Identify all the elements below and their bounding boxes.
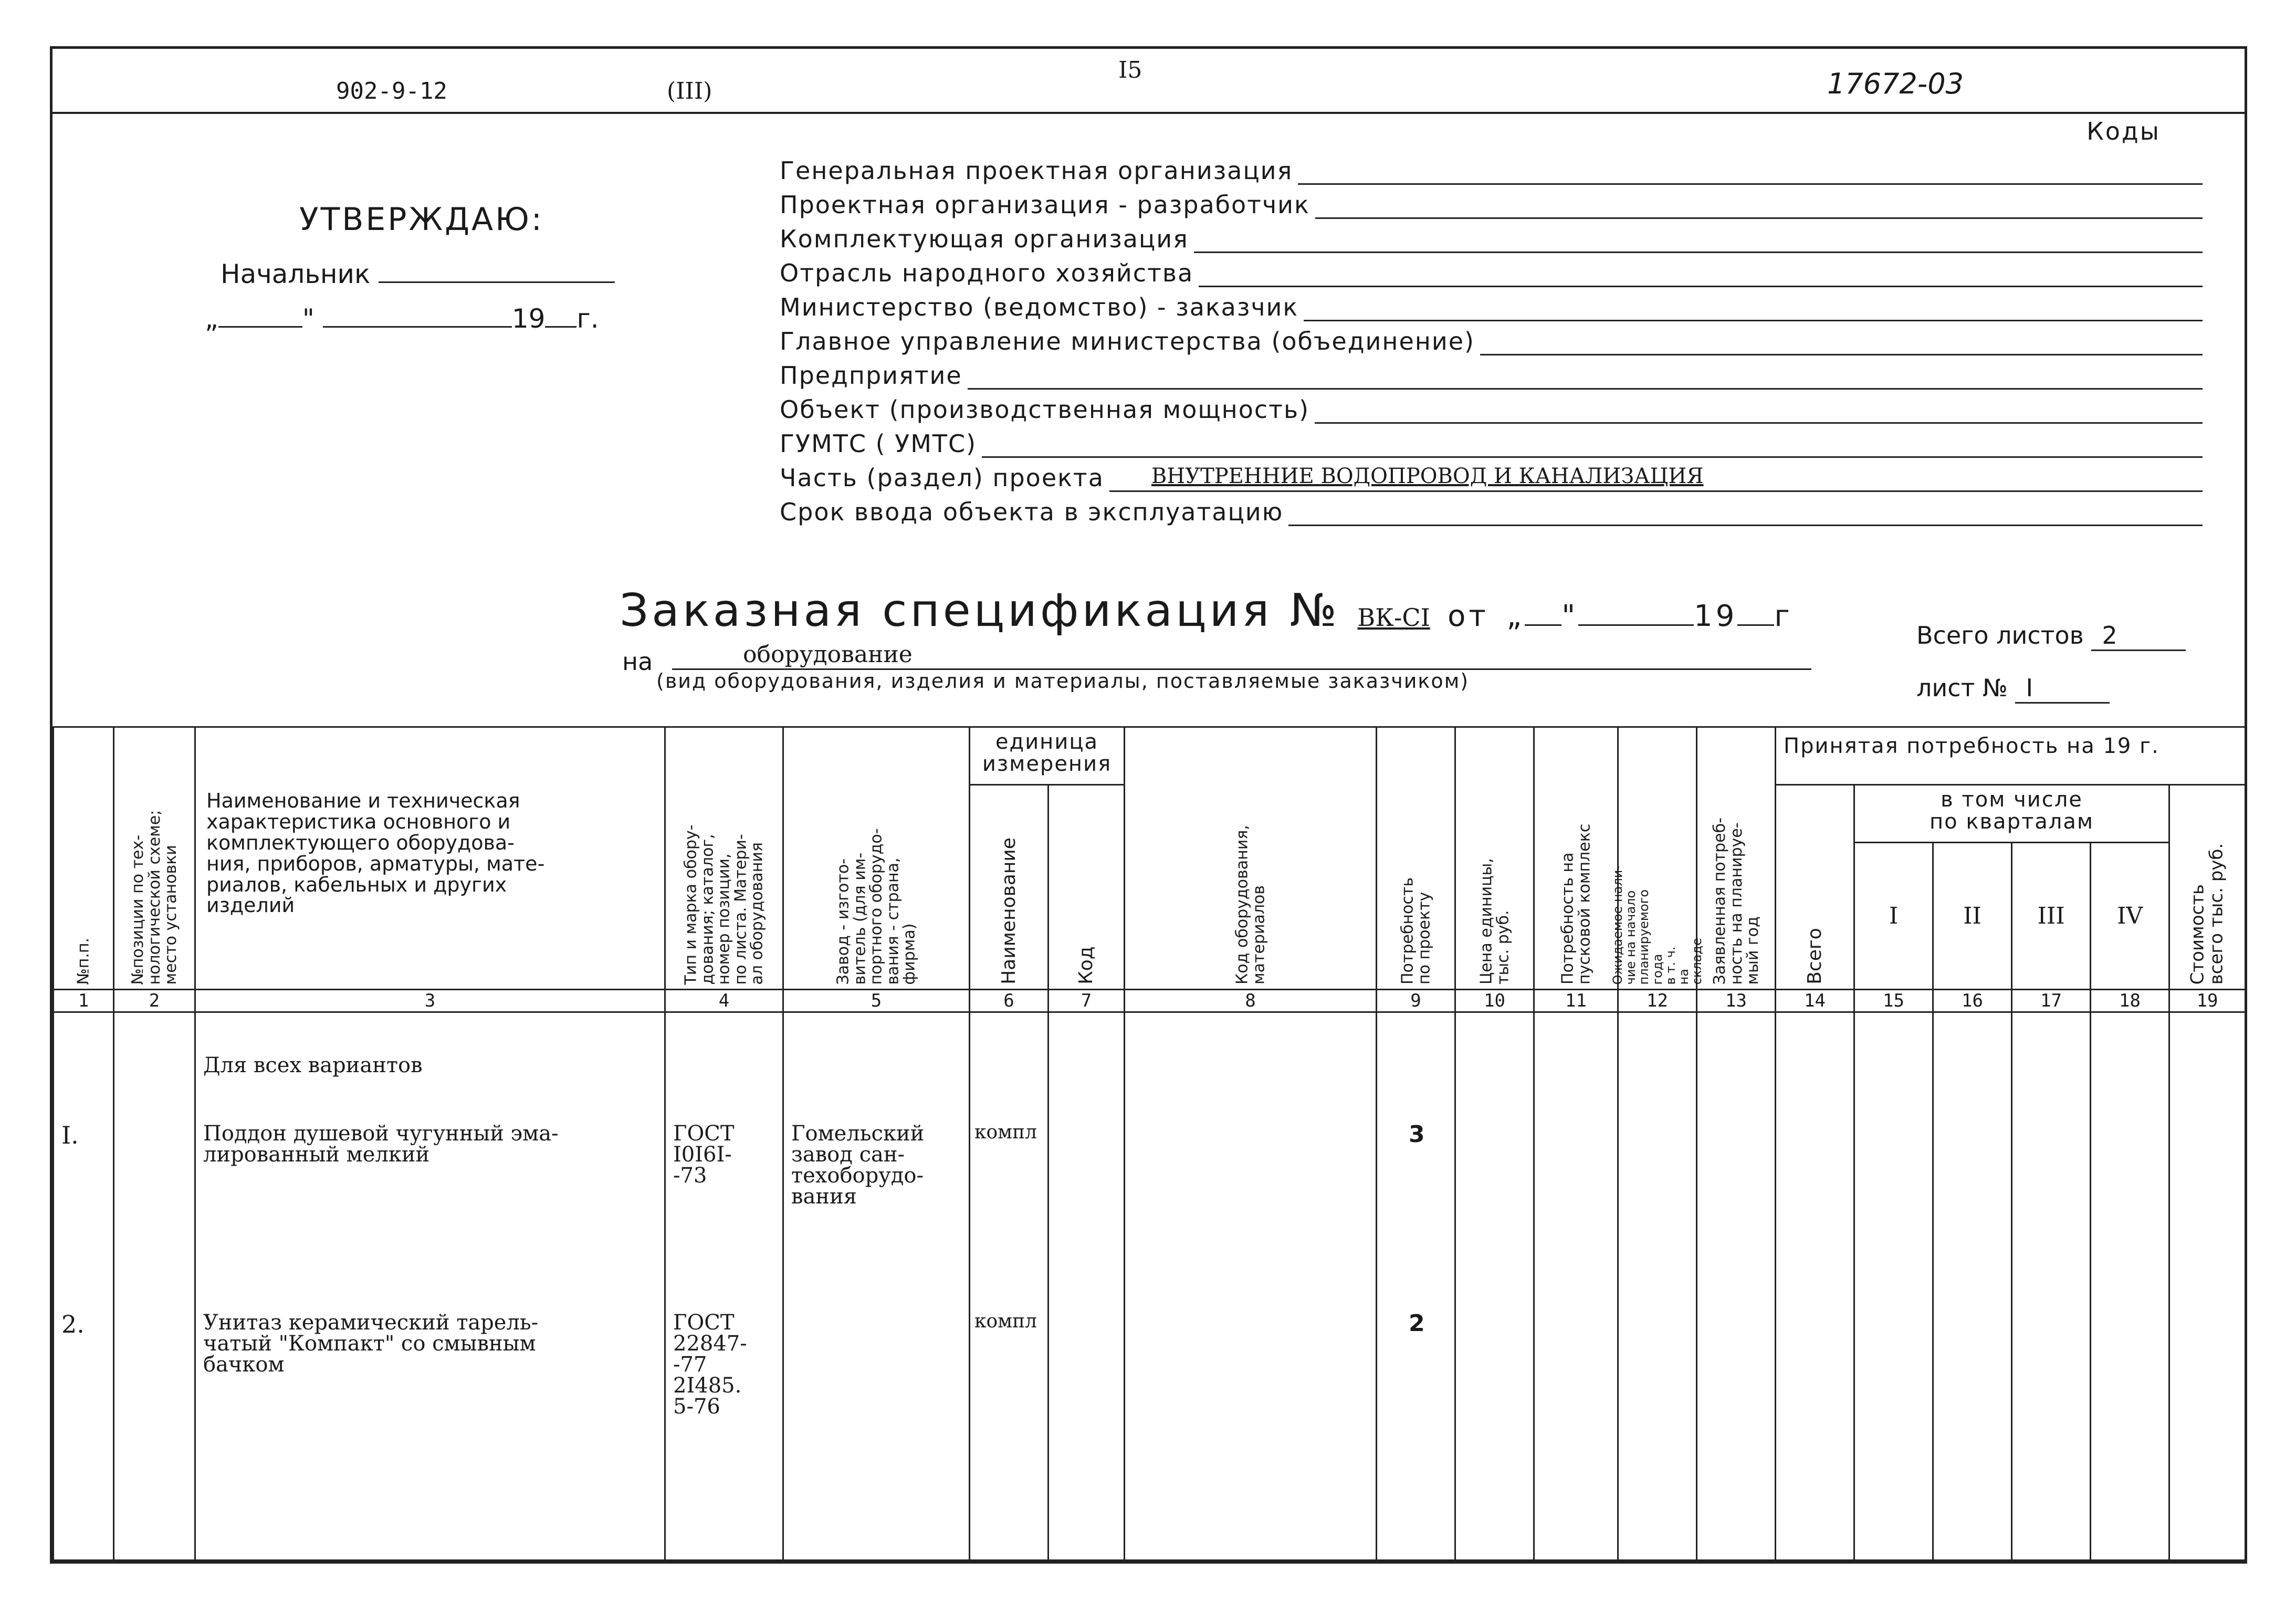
page-number: I5 [1118, 57, 1142, 83]
album-number: (III) [667, 78, 712, 104]
row-1-name: Поддон душевой чугунный эма- лированный мелкий [203, 1122, 559, 1167]
date-year-line [545, 305, 576, 328]
org-general: Генеральная проектная организация [780, 156, 2203, 185]
group-accepted: Принятая потребность на 19 г. [1776, 727, 2246, 785]
org-ministry: Министерство (ведомство) - заказчик [780, 293, 2203, 321]
sheet-number: лист № I [1916, 674, 2110, 704]
col-head-16: II [1933, 843, 2012, 990]
date-day-line [218, 305, 302, 328]
body-col-qty [1377, 1012, 1455, 1560]
row-1-type: ГОСТ I0I6I- -73 [673, 1122, 735, 1188]
spec-from: от [1448, 599, 1489, 633]
chief-signature-line [379, 260, 615, 283]
col-head-8: Код оборудования, материалов [1125, 727, 1377, 990]
col-head-13: Заявленная потреб- ность на планируе- мый год [1697, 727, 1776, 990]
col-head-5: Завод - изгото- витель (для им- портного оборудо- вания - страна, фирма) [783, 727, 970, 990]
column-number-row: 1 2 3 4 5 6 7 8 9 10 11 12 13 14 15 16 17 18 19 [54, 990, 2246, 1012]
sheet-number-value: I [2015, 674, 2110, 704]
org-commissioning: Срок ввода объекта в эксплуатацию [780, 498, 2203, 526]
date-quote-open: „ [205, 303, 218, 334]
org-object: Объект (производственная мощность) [780, 395, 2203, 424]
col-head-6: Наименование [970, 785, 1049, 990]
na-label: на [622, 647, 653, 676]
col-head-2: №позиции по тех- нологической схеме; место установки [114, 727, 195, 990]
inventory-number: 17672-03 [1827, 67, 1964, 100]
date-year-prefix: 19 [511, 303, 546, 334]
row-1-qty: 3 [1409, 1121, 1425, 1148]
col-head-3: Наименование и техническая характеристика основного и комплектующего оборудова- ния, приборов, арматуры, мате- риалов, кабельных и других изделий [195, 727, 665, 990]
org-industry: Отрасль народного хозяйства [780, 259, 2203, 287]
org-completing: Комплектующая организация [780, 225, 2203, 253]
spec-number: ВК-CI [1357, 603, 1430, 632]
org-project-part: Часть (раздел) проекта ВНУТРЕННИЕ ВОДОПРОВОД И КАНАЛИЗАЦИЯ [780, 464, 2203, 492]
body-col-maker [783, 1012, 970, 1560]
row-1-unit: компл [974, 1122, 1037, 1143]
approval-title: УТВЕРЖДАЮ: [299, 201, 544, 238]
row-2-type: ГОСТ 22847- -77 2I485. 5-76 [673, 1311, 747, 1419]
body-col-unit [970, 1012, 1049, 1560]
spec-title-line: Заказная спецификация № ВК-CI от „ " 19 г [620, 584, 1793, 637]
row-1-maker: Гомельский завод сан- техоборудо- вания [791, 1122, 925, 1209]
col-head-14: Всего [1776, 785, 1854, 990]
spec-year-prefix: 19 [1694, 599, 1738, 633]
col-head-19: Стоимость всего тыс. руб. [2169, 785, 2246, 990]
section-title: Для всех вариантов [203, 1053, 423, 1077]
row-2-name: Унитаз керамический тарель- чатый "Компакт" со смывным бачком [203, 1311, 539, 1377]
codes-label: Коды [2087, 117, 2161, 145]
body-col-unit-code [1049, 1012, 1125, 1560]
org-gumts: ГУМТС ( УМТС) [780, 430, 2203, 458]
col-head-18: IV [2091, 843, 2169, 990]
group-unit: единица измерения [970, 727, 1125, 785]
chief-label: Начальник [221, 259, 371, 289]
specification-sheet [50, 46, 2247, 1564]
row-2-unit: компл [974, 1311, 1037, 1332]
col-head-11: Потребность на пусковой комплекс [1534, 727, 1618, 990]
org-developer: Проектная организация - разработчик [780, 191, 2203, 219]
spec-year-suffix: г [1774, 599, 1793, 633]
col-head-15: I [1854, 843, 1933, 990]
col-head-9: Потребность по проекту [1377, 727, 1455, 990]
date-year-suffix: г. [576, 303, 599, 334]
row-1-num: I. [61, 1121, 79, 1149]
total-sheets-value: 2 [2091, 621, 2186, 651]
spec-table-wrap [53, 726, 2245, 1561]
project-part-value: ВНУТРЕННИЕ ВОДОПРОВОД И КАНАЛИЗАЦИЯ [1151, 464, 1704, 488]
col-head-17: III [2012, 843, 2091, 990]
col-head-10: Цена единицы, тыс. руб. [1455, 727, 1534, 990]
na-value: оборудование [743, 641, 913, 668]
col-head-12: Ожидаемое нали- чие на начало планируемого года в т. ч. на складе [1618, 727, 1697, 990]
org-main-dept: Главное управление министерства (объединение) [780, 327, 2203, 355]
doc-code: 902-9-12 [336, 78, 447, 104]
body-col-name [195, 1012, 665, 1560]
body-col-type [665, 1012, 783, 1560]
col-head-7: Код [1049, 785, 1125, 990]
body-col-position [114, 1012, 195, 1560]
body-col-num [54, 1012, 114, 1560]
na-caption: (вид оборудования, изделия и материалы, поставляемые заказчиком) [656, 669, 1470, 693]
table-body-row [54, 1012, 2246, 1560]
col-head-4: Тип и марка обору- дования; каталог, номер позиции, по листа. Матери- ал оборудования [665, 727, 783, 990]
total-sheets: Всего листов 2 [1916, 621, 2186, 651]
date-month-line [323, 305, 512, 328]
col-head-1: №п.п. [54, 727, 114, 990]
body-col-code [1125, 1012, 1377, 1560]
approval-chief [221, 259, 615, 289]
approval-date [205, 303, 599, 334]
group-quarters: в том числе по кварталам [1854, 785, 2169, 843]
spec-table [53, 726, 2246, 1561]
date-quote-close: " [302, 303, 314, 334]
org-enterprise: Предприятие [780, 361, 2203, 390]
header-bar [53, 49, 2245, 114]
spec-title: Заказная спецификация № [620, 584, 1340, 637]
row-2-qty: 2 [1409, 1310, 1425, 1337]
row-2-num: 2. [61, 1310, 85, 1338]
